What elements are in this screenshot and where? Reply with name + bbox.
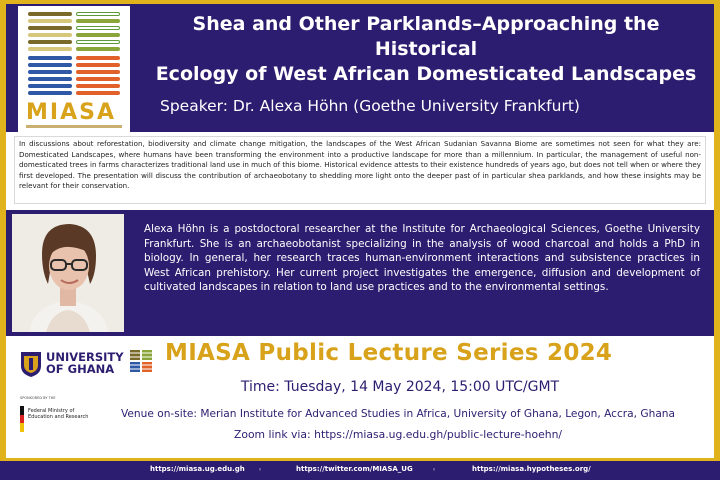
twitter-link[interactable]: https://twitter.com/MIASA_UG <box>296 465 413 473</box>
ug-line-1: UNIVERSITY <box>46 350 124 364</box>
miasa-logo <box>18 6 130 132</box>
title-line-2: Ecology of West African Domesticated Landscapes <box>155 63 697 85</box>
ug-crest-icon <box>20 350 42 378</box>
speaker-photo <box>12 214 124 332</box>
event-venue: Venue on-site: Merian Institute for Advanced Studies in Africa, University of Ghana, Legon, Accra, Ghana <box>120 408 676 420</box>
separator-dot-icon: ◦ <box>258 466 263 474</box>
miasa-small-logo-icon <box>130 350 152 372</box>
blog-link[interactable]: https://miasa.hypotheses.org/ <box>472 465 591 473</box>
zoom-link[interactable]: Zoom link via: https://miasa.ug.edu.gh/public-lecture-hoehn/ <box>233 428 563 441</box>
separator-dot-icon: ◦ <box>432 466 437 474</box>
footer-bar <box>0 458 720 480</box>
bio-section <box>6 210 714 336</box>
bmbf-logo <box>20 396 98 438</box>
website-link[interactable]: https://miasa.ug.edu.gh <box>150 465 245 473</box>
speaker-line: Speaker: Dr. Alexa Höhn (Goethe University Frankfurt) <box>160 97 580 115</box>
event-time: Time: Tuesday, 14 May 2024, 15:00 UTC/GMT <box>240 379 560 395</box>
bmbf-sponsored-label: SPONSORED BY THE <box>20 396 56 400</box>
speaker-bio: Alexa Höhn is a postdoctoral researcher at the Institute for Archaeological Sciences, Goethe University Frankfurt. She is an archaeobotanist specializing in the analysis of wood charcoal and holds a PhD in biology. In general, her research traces human-environment interactions and subsistence practices in West African prehistory. Her current project investigates the emergence, diffusion and development of cultivated landscapes in relation to land use practices and to the environmental settings. <box>144 223 700 294</box>
abstract-text: In discussions about reforestation, biodiversity and climate change mitigation, the landscapes of the West African Sudanian Savanna Biome are sometimes not seen for what they are: Domesticated Landscapes, where humans have been transforming the environment into a productive landscape for more than a millennium. In particular, the management of useful non-domesticated trees in farms characterizes traditional land use in much of this biome. Historical evidence attests to their existence hundreds of years ago, but does not tell when or where they first developed. The presentation will discuss the contribution of archaeobotany to shedding more light onto the deeper past of in particular shea parklands, and how these insights may be relevant for their conservation. <box>14 136 706 204</box>
university-of-ghana-logo <box>20 348 124 380</box>
german-flag-icon <box>20 406 24 432</box>
ug-line-2: OF GHANA <box>46 362 115 376</box>
lecture-series-title: MIASA Public Lecture Series 2024 <box>165 340 613 366</box>
miasa-logo-icon <box>28 12 120 96</box>
speaker-portrait-icon <box>12 214 124 332</box>
miasa-logo-text: MIASA <box>26 100 116 125</box>
header-banner <box>6 4 714 132</box>
title-line-1: Shea and Other Parklands–Approaching the Historical <box>192 13 660 60</box>
bmbf-name: Federal Ministry of Education and Research <box>28 408 89 420</box>
lecture-title <box>146 12 706 87</box>
